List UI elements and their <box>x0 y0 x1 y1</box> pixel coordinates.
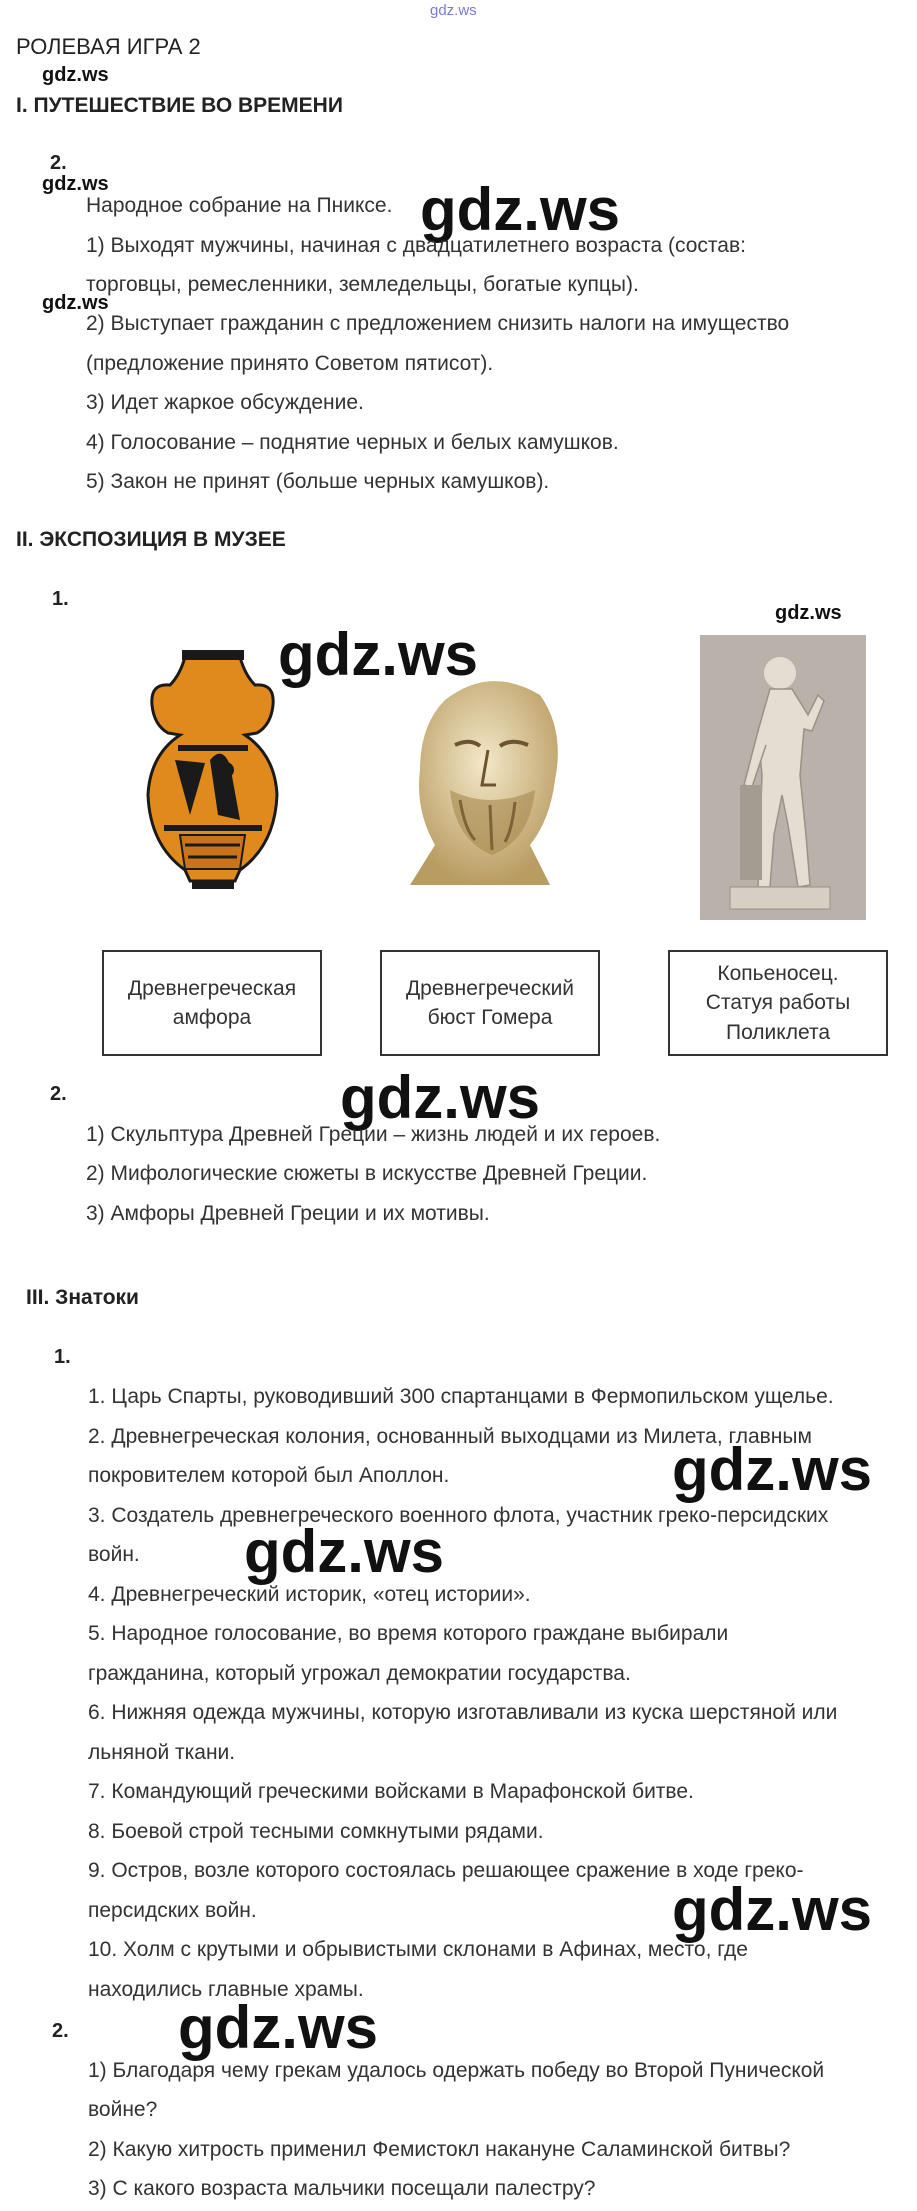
text-line: Народное собрание на Пниксе. <box>86 194 393 217</box>
text-line: 2. Древнегреческая колония, основанный выходцами из Милета, главным <box>88 1425 812 1448</box>
section-heading: II. ЭКСПОЗИЦИЯ В МУЗЕЕ <box>16 528 286 551</box>
doryphoros-statue-image <box>700 635 866 920</box>
watermark-small: gdz.ws <box>775 602 842 624</box>
question-line: 2) Какую хитрость применил Фемистокл накануне Саламинской битвы? <box>88 2138 791 2161</box>
text-line: 10. Холм с крутыми и обрывистыми склонами в Афинах, место, где <box>88 1938 748 1961</box>
text-line: 1. Царь Спарты, руководивший 300 спартанцами в Фермопильском ущелье. <box>88 1385 834 1408</box>
section-heading: I. ПУТЕШЕСТВИЕ ВО ВРЕМЕНИ <box>16 94 343 117</box>
text-line: 3. Создатель древнегреческого военного флота, участник греко-персидских <box>88 1504 829 1527</box>
text-line: 7. Командующий греческими войсками в Марафонской битве. <box>88 1780 694 1803</box>
text-line: 4. Древнегреческий историк, «отец истории». <box>88 1583 531 1606</box>
watermark-top: gdz.ws <box>430 2 477 19</box>
watermark-small: gdz.ws <box>42 173 109 195</box>
item-number: 2. <box>50 1083 67 1105</box>
text-line: льняной ткани. <box>88 1741 236 1764</box>
text-line: покровителем которой был Аполлон. <box>88 1464 450 1487</box>
item-number: 1. <box>52 588 69 610</box>
text-line: 9. Остров, возле которого состоялась решающее сражение в ходе греко- <box>88 1859 804 1882</box>
watermark-big: gdz.ws <box>420 176 621 243</box>
watermark-big: gdz.ws <box>672 1876 873 1943</box>
watermark-small: gdz.ws <box>42 64 109 86</box>
watermark-big: gdz.ws <box>672 1436 873 1503</box>
caption-amphora: Древнегреческая амфора <box>102 950 322 1056</box>
caption-homer-bust: Древнегреческий бюст Гомера <box>380 950 600 1056</box>
text-line: 4) Голосование – поднятие черных и белых камушков. <box>86 431 619 454</box>
text-line: торговцы, ремесленники, земледельцы, богатые купцы). <box>86 273 639 296</box>
watermark-big: gdz.ws <box>178 1994 379 2061</box>
text-line: (предложение принято Советом пятисот). <box>86 352 494 375</box>
question-line: войне? <box>88 2098 158 2121</box>
text-line: войн. <box>88 1543 140 1566</box>
watermark-big: gdz.ws <box>278 621 479 688</box>
question-line: 1) Благодаря чему грекам удалось одержать победу во Второй Пунической <box>88 2059 825 2082</box>
text-line: 2) Мифологические сюжеты в искусстве Древней Греции. <box>86 1162 648 1185</box>
caption-doryphoros: Копьеносец. Статуя работы Поликлета <box>668 950 888 1056</box>
watermark-big: gdz.ws <box>340 1064 541 1131</box>
homer-bust-image <box>400 670 580 890</box>
text-line: 3) Идет жаркое обсуждение. <box>86 391 364 414</box>
item-number: 1. <box>54 1346 71 1368</box>
item-number: 2. <box>50 152 67 174</box>
text-line: 1) Скульптура Древней Греции – жизнь людей и их героев. <box>86 1123 661 1146</box>
text-line: 5) Закон не принят (больше черных камушков). <box>86 470 550 493</box>
watermark-big: gdz.ws <box>244 1518 445 1585</box>
text-line: 3) Амфоры Древней Греции и их мотивы. <box>86 1202 490 1225</box>
page-title: РОЛЕВАЯ ИГРА 2 <box>16 34 201 59</box>
text-line: 1) Выходят мужчины, начиная с двадцатилетнего возраста (состав: <box>86 234 746 257</box>
text-line: 2) Выступает гражданин с предложением снизить налоги на имущество <box>86 312 790 335</box>
text-line: гражданина, который угрожал демократии государства. <box>88 1662 631 1685</box>
item-number: 2. <box>52 2020 69 2042</box>
amphora-image <box>130 645 295 895</box>
text-line: 5. Народное голосование, во время которого граждане выбирали <box>88 1622 729 1645</box>
text-line: находились главные храмы. <box>88 1978 364 2001</box>
question-line: 3) С какого возраста мальчики посещали палестру? <box>88 2177 596 2200</box>
text-line: 6. Нижняя одежда мужчины, которую изготавливали из куска шерстяной или <box>88 1701 838 1724</box>
section-heading: III. Знатоки <box>26 1286 139 1309</box>
text-line: 8. Боевой строй тесными сомкнутыми рядами. <box>88 1820 544 1843</box>
watermark-small: gdz.ws <box>42 292 109 314</box>
text-line: персидских войн. <box>88 1899 257 1922</box>
